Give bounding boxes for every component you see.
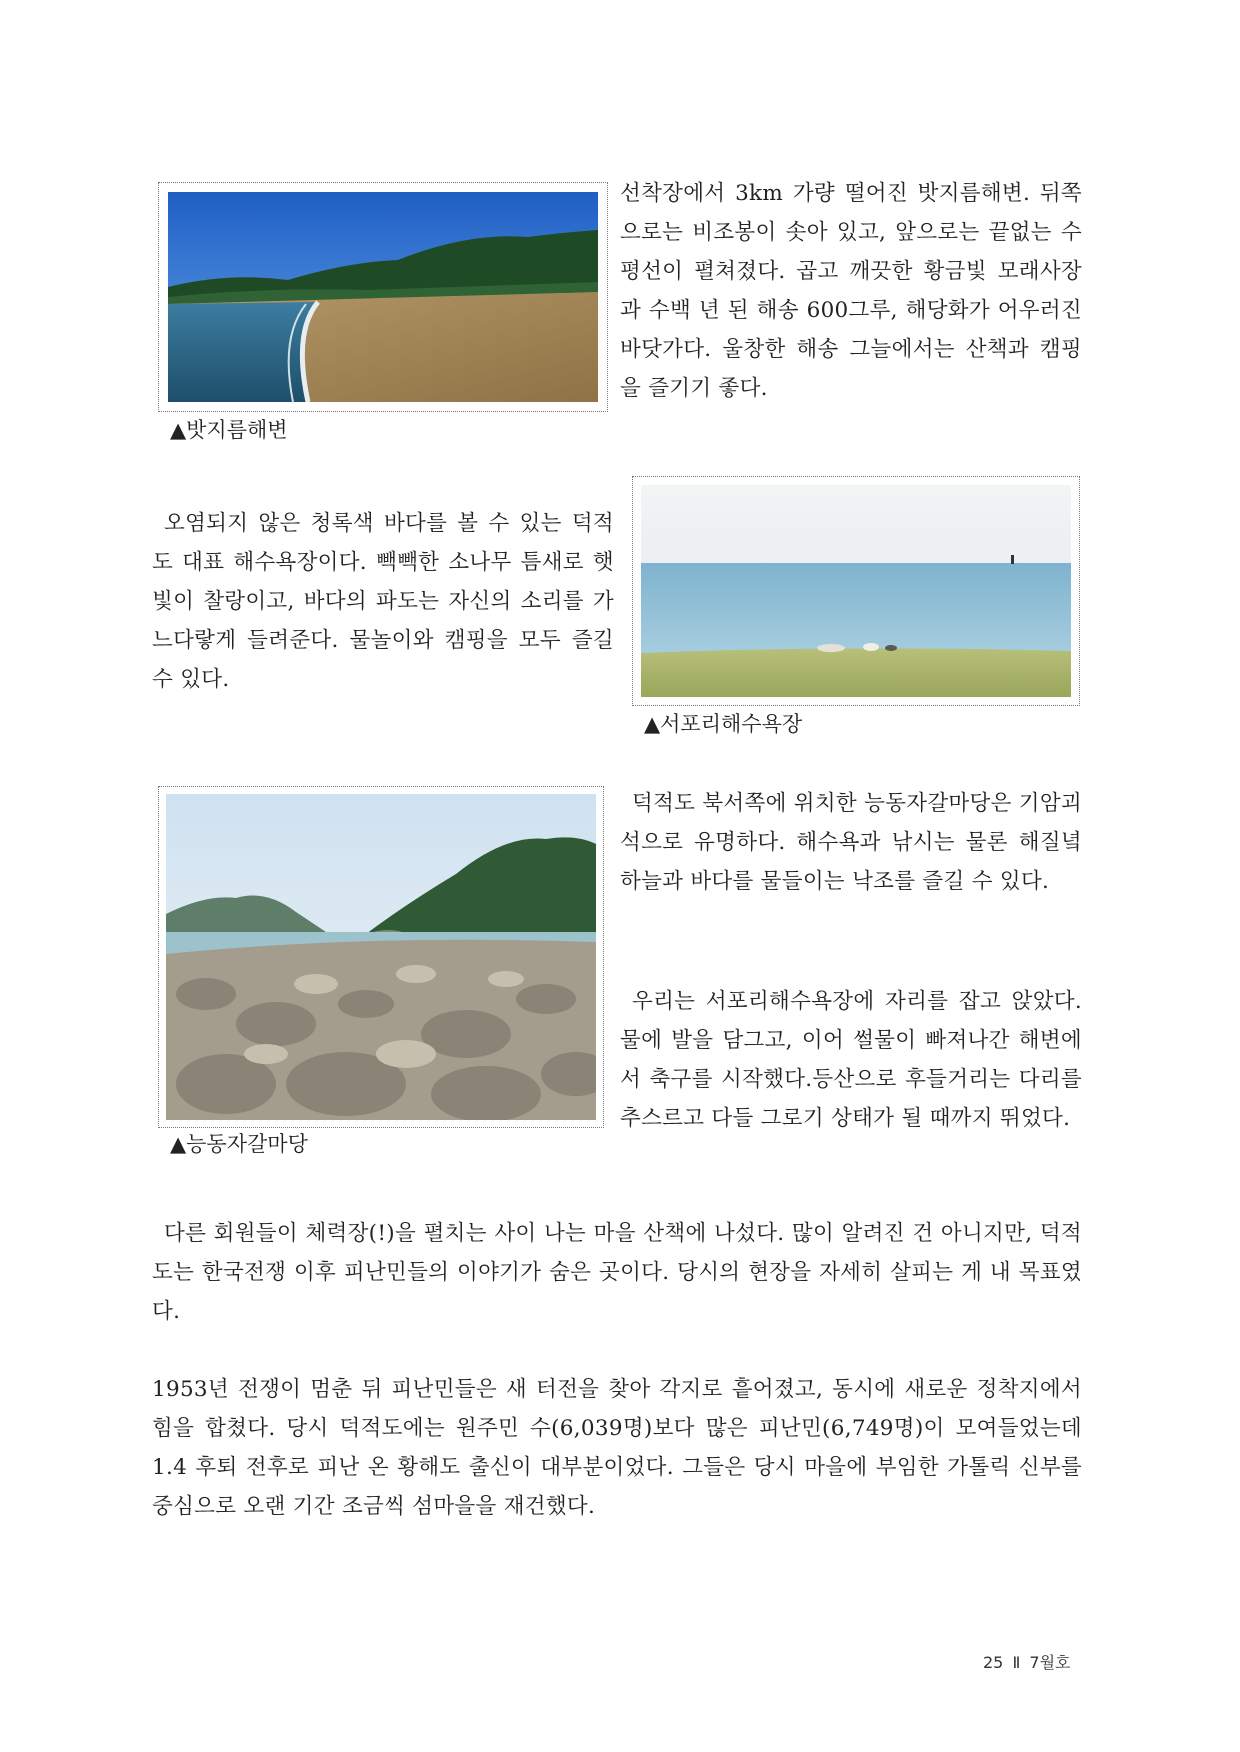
photo-batjireum-beach bbox=[168, 192, 598, 402]
photo-frame-neungdong bbox=[158, 786, 604, 1128]
caption-neungdong-pebble-beach: ▲능동자갈마당 bbox=[170, 1132, 308, 1156]
paragraph-seopori-beach-description: 오염되지 않은 청록색 바다를 볼 수 있는 덕적도 대표 해수욕장이다. 빽빽한 소나무 틈새로 햇빛이 찰랑이고, 바다의 파도는 자신의 소리를 가느다랗게 들려준다. 물놀이와 캠핑을 모두 즐길 수 있다. bbox=[152, 511, 614, 692]
paragraph-village-walk: 다른 회원들이 체력장(!)을 펼치는 사이 나는 마을 산책에 나섰다. 많이 알려진 건 아니지만, 덕적도는 한국전쟁 이후 피난민들의 이야기가 숨은 곳이다. 당시의 현장을 자세히 살피는 게 내 목표였다. bbox=[152, 1221, 1082, 1324]
paragraph-seopori-football: 우리는 서포리해수욕장에 자리를 잡고 앉았다. 물에 발을 담그고, 이어 썰물이 빠져나간 해변에서 축구를 시작했다.등산으로 후들거리는 다리를 추스르고 다들 그로기 상태가 될 때까지 뛰었다. bbox=[620, 989, 1082, 1131]
caption-seopori-beach: ▲서포리해수욕장 bbox=[644, 712, 803, 736]
paragraph-refugee-history: 1953년 전쟁이 멈춘 뒤 피난민들은 새 터전을 찾아 각지로 흩어졌고, 동시에 새로운 정착지에서 힘을 합쳤다. 당시 덕적도에는 원주민 수(6,039명)보다 많은 피난민(6,749명)이 모여들었는데 1.4 후퇴 전후로 피난 온 황해도 출신이 대부분이었다. 그들은 당시 마을에 부임한 가톨릭 신부를 중심으로 오랜 기간 조금씩 섬마을을 재건했다. bbox=[152, 1377, 1082, 1519]
photo-neungdong-pebble-beach bbox=[166, 794, 596, 1120]
photo-frame-batjireum bbox=[158, 182, 608, 412]
paragraph-batjireum-beach: 선착장에서 3km 가량 떨어진 밧지름해변. 뒤쪽으로는 비조봉이 솟아 있고, 앞으로는 끝없는 수평선이 펼쳐졌다. 곱고 깨끗한 황금빛 모래사장과 수백 년 된 해송 600그루, 해당화가 어우러진 바닷가다. 울창한 해송 그늘에서는 산책과 캠핑을 즐기기 좋다. bbox=[620, 181, 1082, 401]
footer-separator: Ⅱ bbox=[1012, 1653, 1021, 1672]
paragraph-neungdong-description: 덕적도 북서쪽에 위치한 능동자갈마당은 기암괴석으로 유명하다. 해수욕과 낚시는 물론 해질녘 하늘과 바다를 물들이는 낙조를 즐길 수 있다. bbox=[620, 791, 1082, 894]
photo-seopori-beach bbox=[641, 485, 1071, 697]
photo-frame-seopori bbox=[632, 476, 1080, 706]
page-number: 25 bbox=[983, 1653, 1004, 1672]
page-footer bbox=[983, 1650, 1071, 1673]
caption-batjireum-beach: ▲밧지름해변 bbox=[170, 418, 288, 442]
issue-label: 7월호 bbox=[1029, 1653, 1071, 1672]
